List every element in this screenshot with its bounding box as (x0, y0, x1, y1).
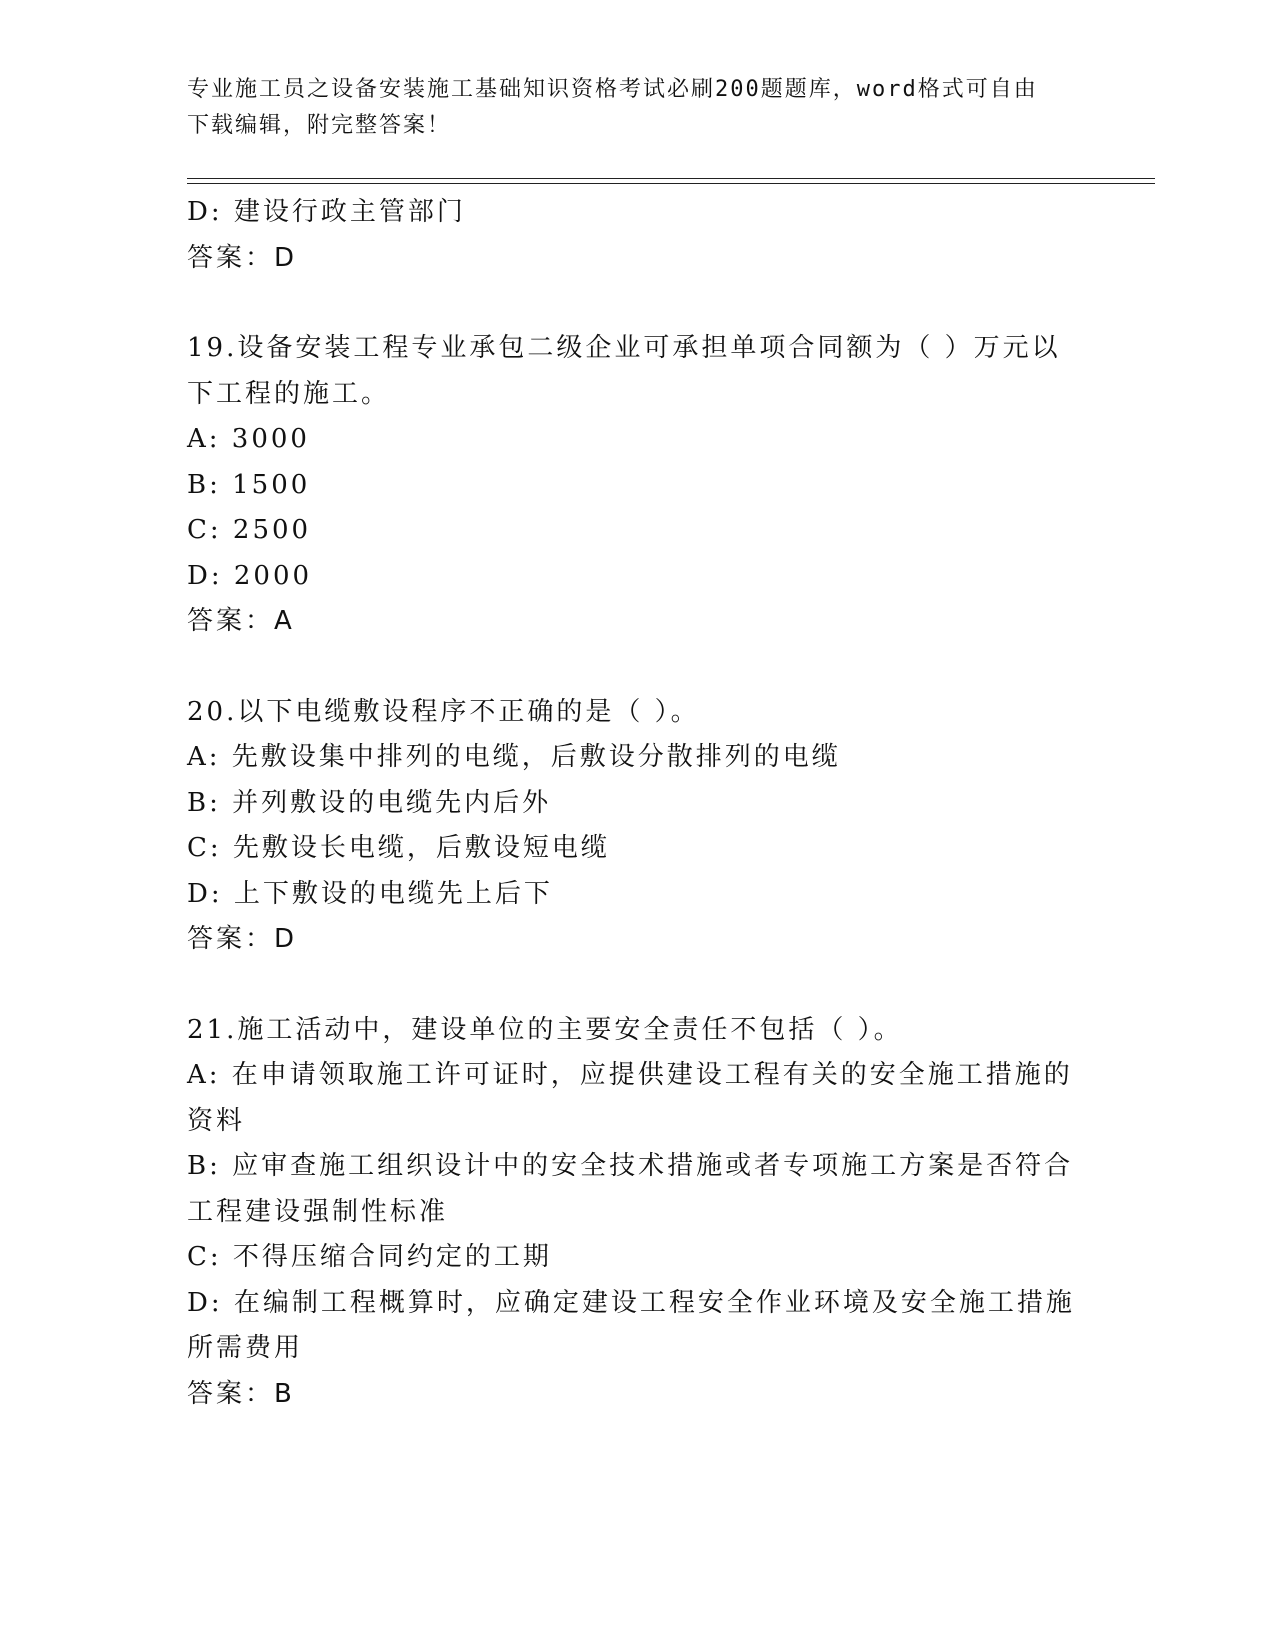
spacer (187, 281, 1087, 326)
q20-option-c: C: 先敷设长电缆，后敷设短电缆 (187, 833, 610, 863)
q19-option-c: C: 2500 (187, 515, 312, 545)
spacer (187, 963, 1087, 1008)
header-divider-bottom (187, 183, 1155, 184)
header-line-1: 专业施工员之设备安装施工基础知识资格考试必刷200题题库，word格式可自由 (187, 77, 1038, 102)
q19-stem-line-2: 下工程的施工。 (187, 378, 391, 409)
q20-option-a: A: 先敷设集中排列的电缆，后敷设分散排列的电缆 (187, 742, 841, 772)
q21-stem: 21.施工活动中，建设单位的主要安全责任不包括（ ）。 (187, 1014, 903, 1045)
q21-option-c: C: 不得压缩合同约定的工期 (187, 1242, 552, 1272)
question-21 (187, 1008, 1087, 1418)
q19-answer: 答案：A (187, 606, 295, 636)
q21-option-a-line-1: A: 在申请领取施工许可证时，应提供建设工程有关的安全施工措施的 (187, 1060, 1073, 1090)
q21-option-a-line-2: 资料 (187, 1105, 246, 1136)
q18-option-d: D: 建设行政主管部门 (187, 197, 466, 227)
q20-answer: 答案：D (187, 924, 298, 954)
document-body (187, 190, 1087, 1417)
header-divider-top (187, 178, 1155, 179)
document-header (187, 72, 1087, 144)
q19-option-d: D: 2000 (187, 560, 313, 591)
q20-option-b: B: 并列敷设的电缆先内后外 (187, 787, 552, 818)
q21-option-b-line-2: 工程建设强制性标准 (187, 1196, 449, 1227)
q20-stem: 20.以下电缆敷设程序不正确的是（ ）。 (187, 696, 700, 727)
q21-answer: 答案：B (187, 1378, 295, 1409)
q19-stem-line-1: 19.设备安装工程专业承包二级企业可承担单项合同额为（ ）万元以 (187, 333, 1061, 363)
question-19 (187, 326, 1087, 645)
q20-option-d: D: 上下敷设的电缆先上后下 (187, 878, 553, 909)
q19-option-b: B: 1500 (187, 469, 311, 500)
q18-answer: 答案：D (187, 242, 298, 273)
spacer (187, 645, 1087, 690)
question-20 (187, 690, 1087, 963)
q21-option-d-line-2: 所需费用 (187, 1333, 304, 1363)
q19-option-a: A: 3000 (187, 424, 310, 454)
header-line-2: 下载编辑，附完整答案！ (187, 113, 452, 138)
q21-option-d-line-1: D: 在编制工程概算时，应确定建设工程安全作业环境及安全施工措施 (187, 1287, 1075, 1318)
question-18-tail (187, 190, 1087, 281)
q21-option-b-line-1: B: 应审查施工组织设计中的安全技术措施或者专项施工方案是否符合 (187, 1151, 1074, 1181)
